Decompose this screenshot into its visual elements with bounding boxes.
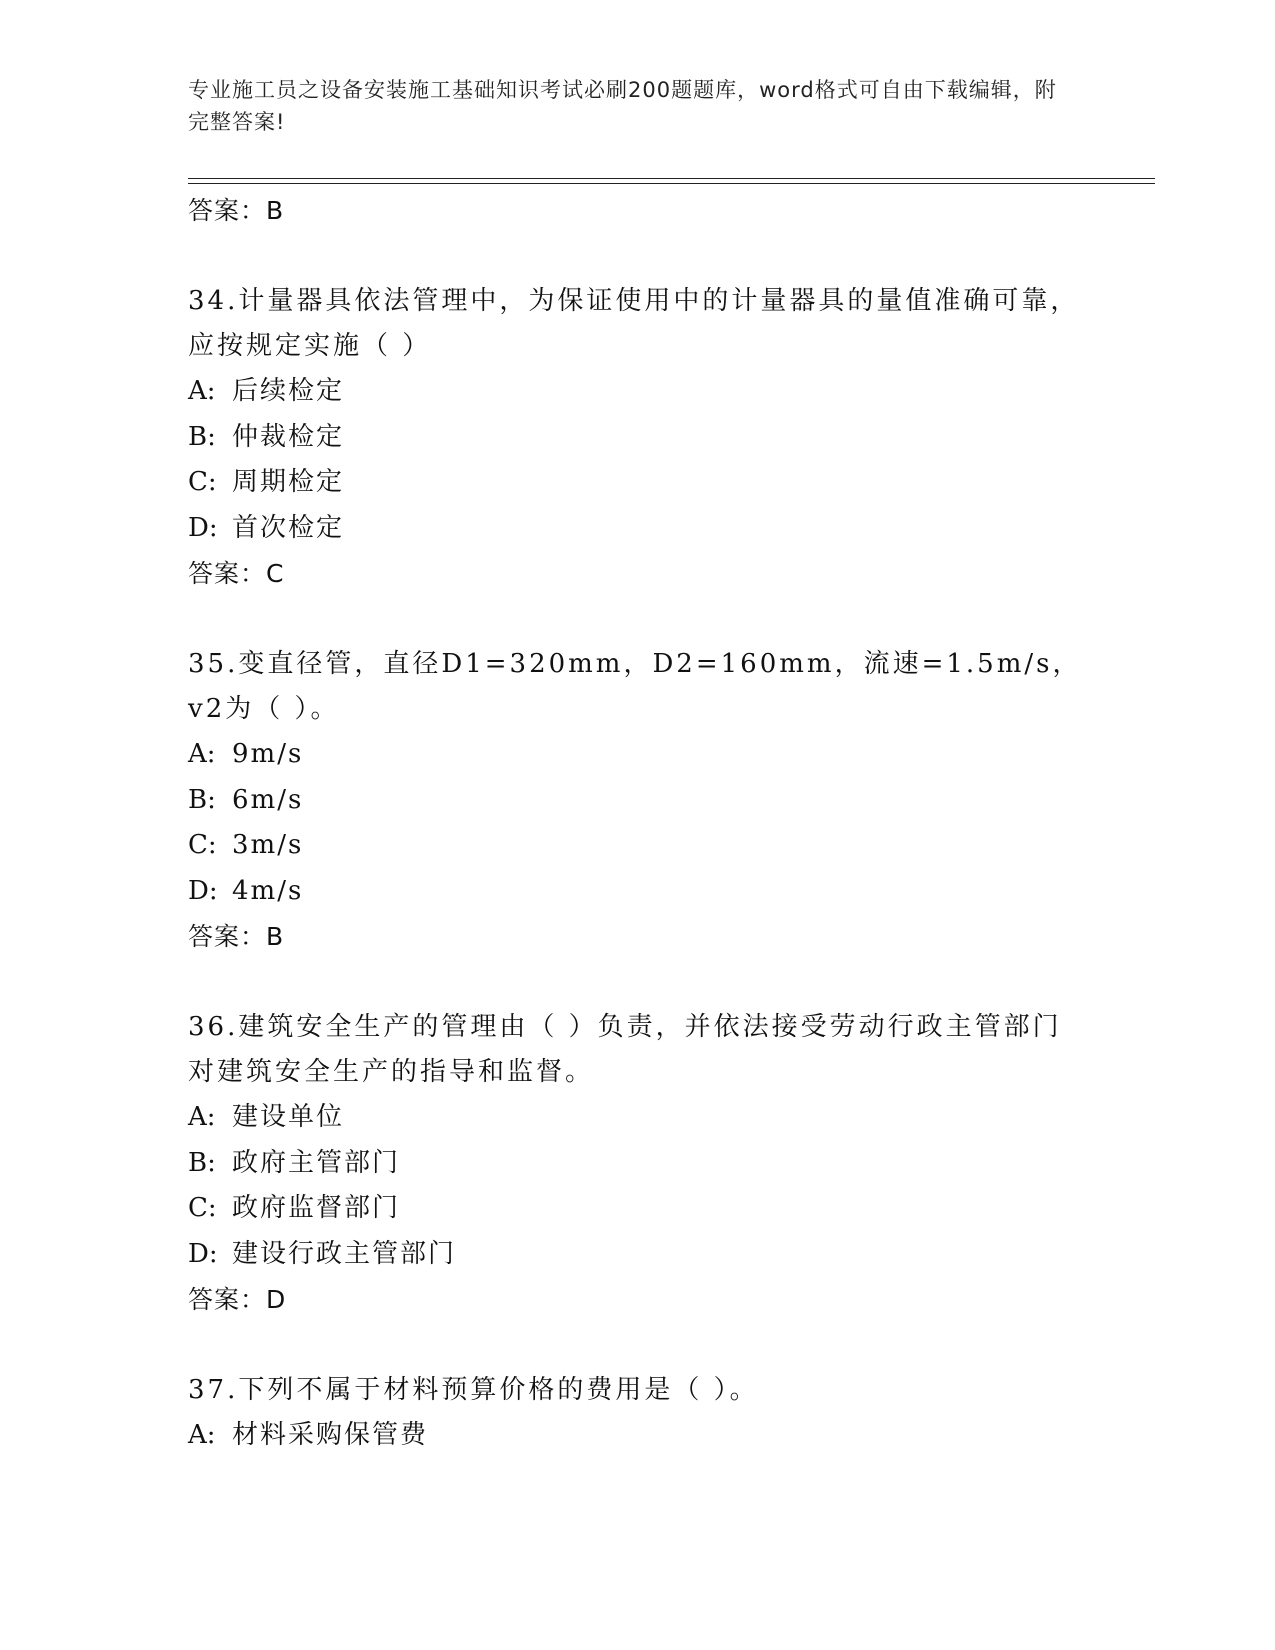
spacer <box>188 1323 1088 1368</box>
question-block-34 <box>188 279 1088 597</box>
answer-36: 答案：D <box>188 1285 287 1314</box>
option-b <box>188 778 1088 824</box>
option-a <box>188 1413 1088 1459</box>
option-letter: D: <box>188 875 218 906</box>
option-letter: A: <box>188 1102 216 1132</box>
question-text: 35.变直径管，直径D1=320mm，D2=160mm，流速=1.5m/s，v2为（ ）。 <box>188 649 1082 724</box>
option-d <box>188 869 1088 915</box>
option-text: 9m/s <box>232 739 304 769</box>
option-letter: A: <box>188 1420 216 1450</box>
question-text: 36.建筑安全生产的管理由（ ）负责，并依法接受劳动行政主管部门对建筑安全生产的指导和监督。 <box>188 1012 1062 1087</box>
answer-33: 答案：B <box>188 196 285 225</box>
option-text: 4m/s <box>232 875 304 906</box>
question-text: 34.计量器具依法管理中，为保证使用中的计量器具的量值准确可靠，应按规定实施（ ） <box>188 286 1080 361</box>
option-text: 周期检定 <box>232 467 345 497</box>
option-letter: A: <box>188 376 216 406</box>
option-c <box>188 823 1088 869</box>
question-block-37 <box>188 1368 1088 1459</box>
header-rule-bottom <box>188 183 1155 184</box>
option-letter: B: <box>188 421 216 452</box>
option-a <box>188 369 1088 415</box>
option-text: 材料采购保管费 <box>232 1420 429 1450</box>
option-text: 建设单位 <box>232 1102 345 1132</box>
option-text: 政府监督部门 <box>232 1193 401 1223</box>
option-b <box>188 1141 1088 1187</box>
option-c <box>188 1186 1088 1232</box>
option-letter: C: <box>188 1193 217 1223</box>
question-block-35 <box>188 642 1088 960</box>
page-header: 专业施工员之设备安装施工基础知识考试必刷200题题库，word格式可自由下载编辑，附完整答案! <box>188 78 1057 134</box>
option-text: 建设行政主管部门 <box>232 1238 457 1269</box>
document-body <box>188 188 1088 1459</box>
option-letter: D: <box>188 512 218 543</box>
option-text: 3m/s <box>232 830 304 860</box>
header-rule-top <box>188 178 1155 179</box>
option-a <box>188 1095 1088 1141</box>
option-letter: D: <box>188 1238 218 1269</box>
question-text: 37.下列不属于材料预算价格的费用是（ ）。 <box>188 1375 759 1405</box>
option-text: 仲裁检定 <box>232 421 345 452</box>
option-letter: B: <box>188 1147 216 1178</box>
option-a <box>188 732 1088 778</box>
option-letter: A: <box>188 739 216 769</box>
option-b <box>188 415 1088 461</box>
option-d <box>188 1232 1088 1278</box>
spacer <box>188 960 1088 1005</box>
option-text: 6m/s <box>232 784 304 815</box>
option-d <box>188 506 1088 552</box>
spacer <box>188 597 1088 642</box>
spacer <box>188 234 1088 279</box>
answer-35: 答案：B <box>188 922 285 951</box>
option-letter: C: <box>188 467 217 497</box>
option-letter: C: <box>188 830 217 860</box>
question-block-36 <box>188 1005 1088 1323</box>
option-c <box>188 460 1088 506</box>
option-text: 政府主管部门 <box>232 1147 401 1178</box>
option-text: 首次检定 <box>232 512 345 543</box>
option-text: 后续检定 <box>232 376 345 406</box>
option-letter: B: <box>188 784 216 815</box>
answer-34: 答案：C <box>188 559 285 588</box>
